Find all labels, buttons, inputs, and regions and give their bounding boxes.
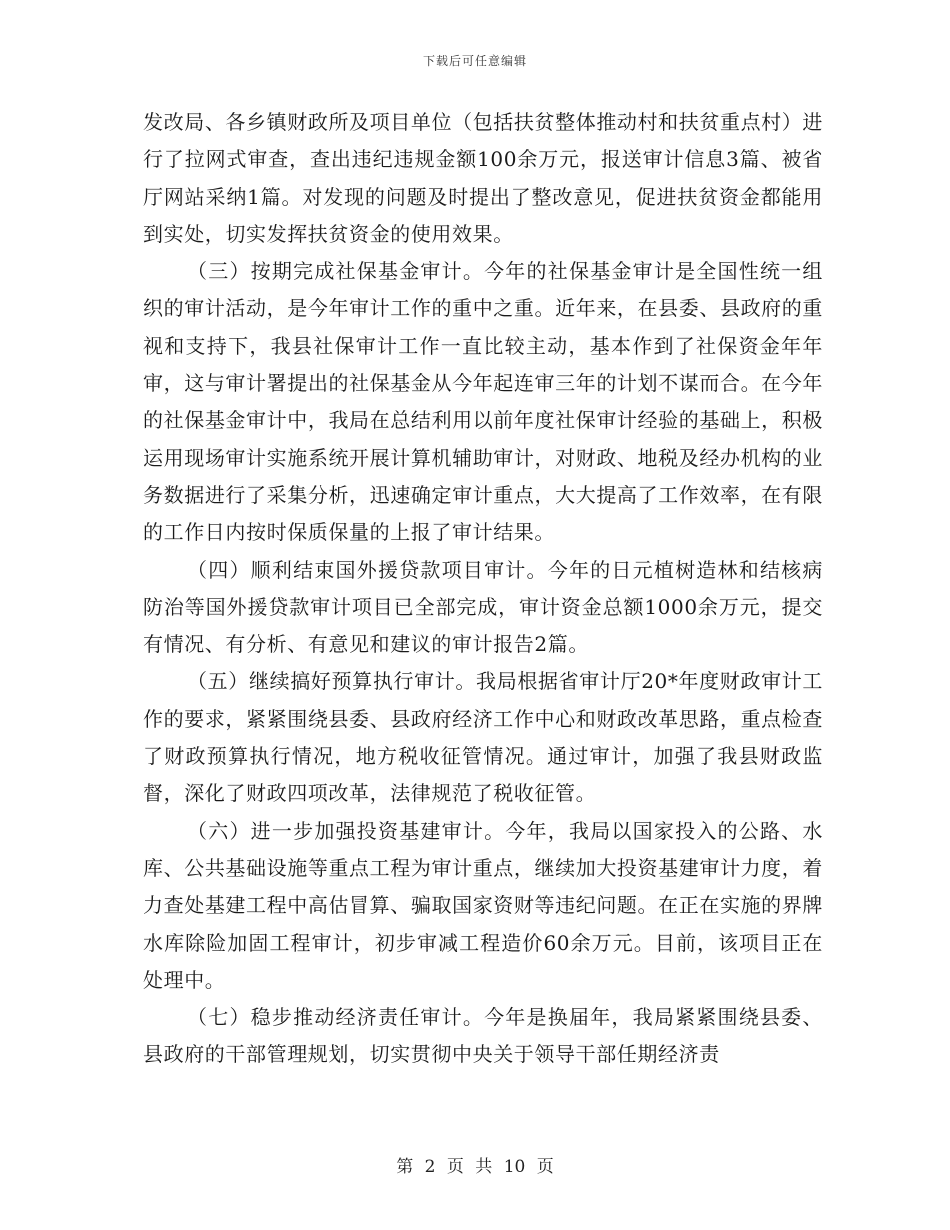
paragraph-economic-responsibility-audit: （七）稳步推动经济责任审计。今年是换届年，我局紧紧围绕县委、县政府的干部管理规划，切实贯彻中央关于领导干部任期经济责	[143, 1005, 823, 1067]
paragraph-foreign-loan-audit: （四）顺利结束国外援贷款项目审计。今年的日元植树造林和结核病防治等国外援贷款审计项目已全部完成，审计资金总额1000余万元，提交有情况、有分析、有意见和建议的审计报告2篇。	[143, 557, 823, 657]
paragraph-social-security-audit: （三）按期完成社保基金审计。今年的社保基金审计是全国性统一组织的审计活动，是今年审计工作的重中之重。近年来，在县委、县政府的重视和支持下，我县社保审计工作一直比较主动，基本作到了社保资金年年审，这与审计署提出的社保基金从今年起连审三年的计划不谋而合。在今年的社保基金审计中，我局在总结利用以前年度社保审计经验的基础上，积极运用现场审计实施系统开展计算机辅助审计，对财政、地税及经办机构的业务数据进行了采集分析，迅速确定审计重点，大大提高了工作效率，在有限的工作日内按时保质保量的上报了审计结果。	[143, 259, 823, 545]
page-header: 下载后可任意编辑	[422, 54, 527, 68]
document-body	[143, 104, 823, 1074]
paragraph-continuation: 发改局、各乡镇财政所及项目单位（包括扶贫整体推动村和扶贫重点村）进行了拉网式审查，查出违纪违规金额100余万元，报送审计信息3篇、被省厅网站采纳1篇。对发现的问题及时提出了整改意见，促进扶贫资金都能用到实处，切实发挥扶贫资金的使用效果。	[143, 110, 823, 246]
page-number-footer: 第 2 页 共 10 页	[396, 1157, 554, 1177]
paragraph-budget-execution-audit: （五）继续搞好预算执行审计。我局根据省审计厅20*年度财政审计工作的要求，紧紧围绕县委、县政府经济工作中心和财政改革思路，重点检查了财政预算执行情况，地方税收征管情况。通过审计，加强了我县财政监督，深化了财政四项改革，法律规范了税收征管。	[143, 669, 823, 806]
paragraph-infrastructure-audit: （六）进一步加强投资基建审计。今年，我局以国家投入的公路、水库、公共基础设施等重点工程为审计重点，继续加大投资基建审计力度，着力查处基建工程中高估冒算、骗取国家资财等违纪问题。在正在实施的界牌水库除险加固工程审计，初步审减工程造价60余万元。目前，该项目正在处理中。	[143, 818, 823, 992]
